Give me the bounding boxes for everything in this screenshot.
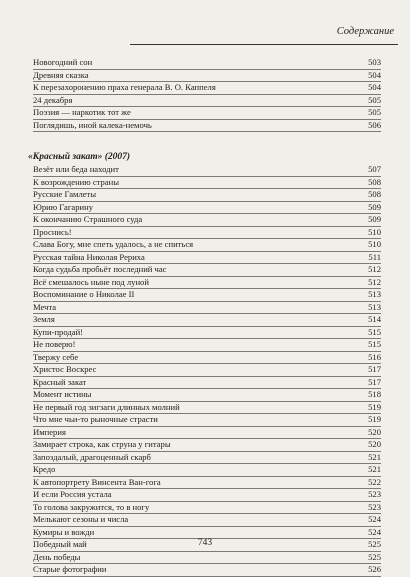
toc-entry	[33, 327, 381, 340]
toc-entry	[33, 227, 381, 240]
toc-entry-title: Русские Гамлеты	[33, 189, 97, 199]
toc-entry-page: 522	[368, 476, 381, 487]
toc-entry-page: 511	[368, 251, 381, 262]
toc-entry-title: Мечта	[33, 301, 57, 312]
table-of-contents	[28, 57, 381, 577]
toc-entry	[33, 502, 381, 515]
toc-entry-title: К автопортрету Винсента Ван-гога	[33, 476, 161, 487]
toc-entry	[33, 314, 381, 327]
toc-entry-title: К окончанию Страшного суда	[33, 214, 143, 224]
toc-entry-title: Древняя сказка	[33, 69, 89, 80]
toc-entry-page: 517	[368, 364, 381, 374]
toc-entry-title: Кумиры и вожди	[33, 526, 95, 537]
toc-entry-title: Не поверю!	[33, 339, 76, 349]
toc-entry-page: 513	[368, 301, 381, 312]
toc-entry	[33, 489, 381, 502]
running-header	[130, 24, 398, 45]
toc-entry-title: К возрождению страны	[33, 176, 120, 187]
toc-entry-title: Момент истины	[33, 389, 92, 399]
toc-entry	[33, 70, 381, 83]
toc-entry-title: Когда судьба пробьёт последний час	[33, 264, 167, 274]
toc-entry	[33, 352, 381, 365]
toc-entry-title: Воспоминание о Николае II	[33, 289, 135, 299]
section-title: «Красный закат»	[28, 152, 103, 162]
toc-entry-title: Мелькают сезоны и числа	[33, 514, 129, 524]
toc-entry-page: 504	[368, 82, 381, 92]
toc-entry	[33, 414, 381, 427]
toc-entry-title: Твержу себе	[33, 351, 79, 362]
toc-entry	[33, 214, 381, 227]
toc-entry	[33, 239, 381, 252]
toc-entry	[33, 402, 381, 415]
toc-entry-page: 512	[368, 264, 381, 274]
toc-entry	[33, 452, 381, 465]
toc-entry-page: 516	[368, 351, 381, 362]
toc-entry-page: 525	[368, 539, 381, 549]
toc-entry	[33, 439, 381, 452]
toc-entry	[33, 277, 381, 290]
toc-entry-title: Старые фотографии	[33, 564, 107, 574]
toc-entry-page: 506	[368, 119, 381, 130]
toc-entry-page: 515	[368, 339, 381, 349]
toc-entry-title: Поэзия — наркотик тот же	[33, 107, 131, 117]
toc-entry-page: 523	[368, 489, 381, 499]
toc-entry	[33, 552, 381, 565]
toc-entry-title: День победы	[33, 551, 81, 562]
toc-entry	[33, 302, 381, 315]
toc-entry-title: Новогодний сон	[33, 57, 93, 67]
toc-entry-page: 515	[368, 326, 381, 337]
toc-entry-title: Не первый год зигзаги длинных молний	[33, 401, 180, 412]
toc-entry	[33, 57, 381, 70]
toc-entry-title: Христос Воскрес	[33, 364, 97, 374]
page-number: 743	[197, 538, 213, 548]
toc-entry-title: 24 декабря	[33, 94, 73, 105]
toc-entry-page: 518	[368, 389, 381, 399]
toc-entry-title: Империя	[33, 426, 66, 437]
toc-entry	[33, 427, 381, 440]
toc-entry-page: 513	[368, 289, 381, 299]
header-title: Содержание	[336, 26, 394, 37]
section-year: (2007)	[104, 152, 131, 162]
toc-entry	[33, 564, 381, 577]
toc-entry	[33, 464, 381, 477]
toc-entry-page: 524	[368, 526, 381, 537]
toc-entry-title: Купи-продай!	[33, 326, 84, 337]
toc-entry	[33, 107, 381, 120]
toc-entry	[33, 339, 381, 352]
toc-entry	[33, 377, 381, 390]
toc-entry-title: Победный май	[33, 539, 87, 549]
toc-entry-page: 509	[368, 214, 381, 224]
toc-entry	[33, 177, 381, 190]
toc-entry-page: 519	[368, 414, 381, 424]
toc-entry-page: 525	[368, 551, 381, 562]
toc-entry-page: 509	[368, 201, 381, 212]
toc-group-previous	[33, 57, 381, 132]
toc-entry-title: Слава Богу, мне спеть удалось, а не спиться	[33, 239, 194, 249]
toc-entry	[33, 264, 381, 277]
toc-entry-page: 510	[368, 226, 381, 237]
toc-entry-page: 504	[368, 69, 381, 80]
toc-entry-page: 520	[368, 439, 381, 449]
section-heading	[28, 151, 381, 164]
toc-entry-title: Красный закат	[33, 376, 87, 387]
toc-entry	[33, 120, 381, 133]
toc-entry-title: Земля	[33, 314, 55, 324]
toc-entry-title: Проснись!	[33, 226, 72, 237]
toc-entry-page: 514	[368, 314, 381, 324]
toc-entry-page: 507	[368, 164, 381, 174]
toc-entry-page: 503	[368, 57, 381, 67]
toc-entry-page: 505	[368, 94, 381, 105]
toc-entry-title: Везёт или беда находит	[33, 164, 119, 174]
toc-entry-title: Кредо	[33, 464, 56, 474]
toc-entry	[33, 164, 381, 177]
toc-entry-title: Что мне чьи-то рыночные страсти	[33, 414, 158, 424]
toc-entry	[33, 389, 381, 402]
toc-entry-title: Русская тайна Николая Рериха	[33, 251, 145, 262]
toc-entry	[33, 202, 381, 215]
toc-entry	[33, 189, 381, 202]
toc-entry-page: 521	[368, 464, 381, 474]
toc-entry-page: 524	[368, 514, 381, 524]
toc-entry-title: Замирает строка, как струна у гитары	[33, 439, 171, 449]
toc-entry-title: То голова закружится, то в ногу	[33, 501, 150, 512]
toc-entry-title: К перезахоронению праха генерала В. О. Каппеля	[33, 82, 216, 92]
toc-entry-title: Всё смешалось ныне под луной	[33, 276, 149, 287]
toc-entry-title: Поглядишь, иной калека-немочь	[33, 119, 152, 130]
toc-entry	[33, 82, 381, 95]
toc-entry	[33, 252, 381, 265]
toc-entry-page: 510	[368, 239, 381, 249]
toc-entry-page: 520	[368, 426, 381, 437]
toc-entry	[33, 514, 381, 527]
toc-entry-title: Запоздалый, драгоценный скарб	[33, 451, 151, 462]
toc-entry-page: 508	[368, 176, 381, 187]
toc-entry-page: 526	[368, 564, 381, 574]
toc-entry-title: Юрию Гагарину	[33, 201, 93, 212]
toc-entry-page: 517	[368, 376, 381, 387]
toc-entry	[33, 95, 381, 108]
toc-entry-page: 512	[368, 276, 381, 287]
toc-entry-page: 505	[368, 107, 381, 117]
toc-entry-page: 523	[368, 501, 381, 512]
toc-entry-title: И если Россия устала	[33, 489, 112, 499]
toc-entry	[33, 364, 381, 377]
toc-entry	[33, 477, 381, 490]
toc-entry-page: 519	[368, 401, 381, 412]
toc-group-red-sunset	[33, 164, 381, 577]
toc-entry-page: 508	[368, 189, 381, 199]
toc-entry-page: 521	[368, 451, 381, 462]
toc-entry	[33, 289, 381, 302]
